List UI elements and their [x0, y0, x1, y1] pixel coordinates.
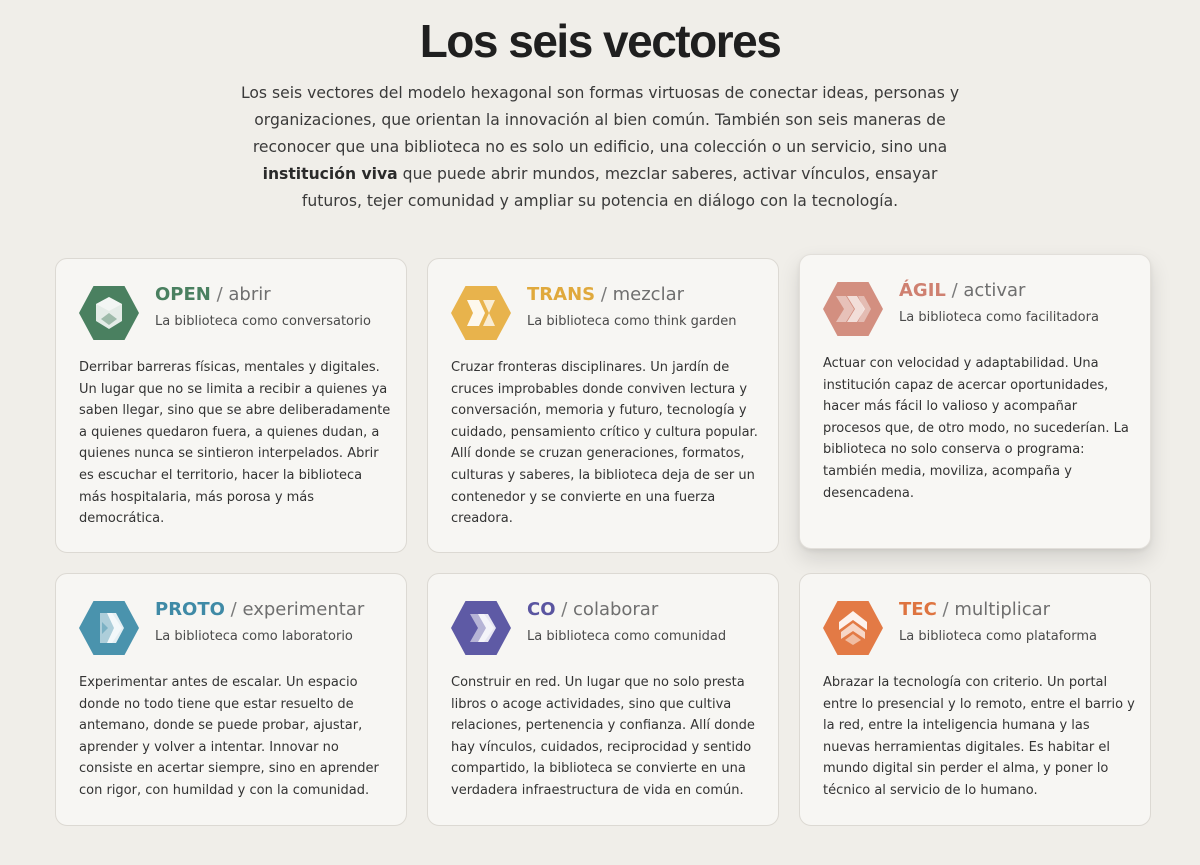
vector-verb: abrir — [228, 284, 271, 305]
vector-card-open — [55, 258, 407, 553]
vector-card-co — [427, 573, 779, 826]
vector-subtitle: La biblioteca como comunidad — [527, 629, 727, 644]
vector-verb: multiplicar — [954, 599, 1051, 620]
heading-separator: / — [555, 599, 574, 620]
vector-description: Cruzar fronteras disciplinares. Un jardín de cruces improbables donde conviven lectura y conversación, memoria y futuro, tecnología y cuidado, pensamiento crítico y cultura popular. Allí donde se cruzan generaciones, formatos, culturas y saberes, la biblioteca deja de ser un contenedor y se convierte en una fuerza creadora. — [451, 360, 758, 527]
intro-text-1: Los seis vectores del modelo hexagonal son formas virtuosas de conectar ideas, personas y organizaciones, que orientan la innovación al bien común. También son seis maneras de reconocer que una biblioteca no es solo un edificio, una colección o un servicio, sino una — [240, 84, 960, 156]
vector-description: Abrazar la tecnología con criterio. Un portal entre lo presencial y lo remoto, entre el barrio y la red, entre la inteligencia humana y las nuevas herramientas digitales. Es habitar el mundo digital sin perder el alma, y poner lo técnico al servicio de lo humano. — [823, 675, 1135, 798]
vector-verb: colaborar — [573, 599, 659, 620]
vector-subtitle: La biblioteca como conversatorio — [155, 314, 371, 329]
vector-verb: activar — [963, 280, 1026, 301]
vector-card-trans — [427, 258, 779, 553]
intro-emphasis: institución viva — [262, 165, 398, 183]
card-heading — [527, 284, 684, 305]
vector-name: TRANS — [527, 284, 596, 305]
heading-separator: / — [945, 280, 964, 301]
vector-description: Construir en red. Un lugar que no solo presta libros o acoge actividades, sino que cultiva relaciones, pertenencia y confianza. Allí donde hay vínculos, cuidados, reciprocidad y sentido compartido, la biblioteca se convierte en una verdadera infraestructura de vida en común. — [451, 675, 755, 798]
vector-name: TEC — [899, 599, 937, 620]
vector-name: ÁGIL — [899, 280, 946, 301]
card-heading — [527, 599, 658, 620]
vector-description: Derribar barreras físicas, mentales y digitales. Un lugar que no se limita a recibir a quienes ya saben llegar, sino que se abre deliberadamente a quienes quedaron fuera, a quienes dudan, a quienes nunca se sintieron interpelados. Abrir es escuchar el territorio, hacer la biblioteca más hospitalaria, más porosa y más democrática. — [79, 360, 391, 527]
vector-subtitle: La biblioteca como facilitadora — [899, 310, 1099, 325]
vector-subtitle: La biblioteca como plataforma — [899, 629, 1097, 644]
vector-card-proto — [55, 573, 407, 826]
vector-card-tec — [799, 573, 1151, 826]
vector-verb: mezclar — [612, 284, 685, 305]
vector-card-agil — [799, 254, 1151, 549]
agil-hexagon-icon — [822, 281, 884, 337]
card-heading — [899, 599, 1050, 620]
vector-description: Experimentar antes de escalar. Un espacio donde no todo tiene que estar resuelto de antemano, donde se puede probar, ajustar, aprender y volver a intentar. Innovar no consiste en acertar siempre, sino en aprender con rigor, con humildad y con la comunidad. — [79, 675, 379, 798]
vector-description: Actuar con velocidad y adaptabilidad. Una institución capaz de acercar oportunidades, hacer más fácil lo valioso y acompañar procesos que, de otro modo, no sucederían. La biblioteca no solo conserva o programa: también media, moviliza, acompaña y desencadena. — [823, 356, 1129, 501]
vector-subtitle: La biblioteca como think garden — [527, 314, 737, 329]
card-heading — [899, 280, 1025, 301]
tec-hexagon-icon — [822, 600, 884, 656]
trans-hexagon-icon — [450, 285, 512, 341]
heading-separator: / — [210, 284, 229, 305]
heading-separator: / — [936, 599, 955, 620]
vector-subtitle: La biblioteca como laboratorio — [155, 629, 353, 644]
section-title: Los seis vectores — [419, 15, 781, 67]
card-heading — [155, 599, 364, 620]
section-intro — [240, 80, 960, 215]
heading-separator: / — [224, 599, 243, 620]
heading-separator: / — [595, 284, 613, 305]
co-hexagon-icon — [450, 600, 512, 656]
proto-hexagon-icon — [78, 600, 140, 656]
intro-text-2: que puede abrir mundos, mezclar saberes, activar vínculos, ensayar futuros, tejer comunidad y ampliar su potencia en diálogo con la tecnología. — [301, 165, 938, 210]
vector-name: OPEN — [155, 284, 211, 305]
vector-verb: experimentar — [242, 599, 365, 620]
vector-name: PROTO — [155, 599, 225, 620]
vector-name: CO — [527, 599, 556, 620]
card-heading — [155, 284, 271, 305]
open-hexagon-icon — [78, 285, 140, 341]
